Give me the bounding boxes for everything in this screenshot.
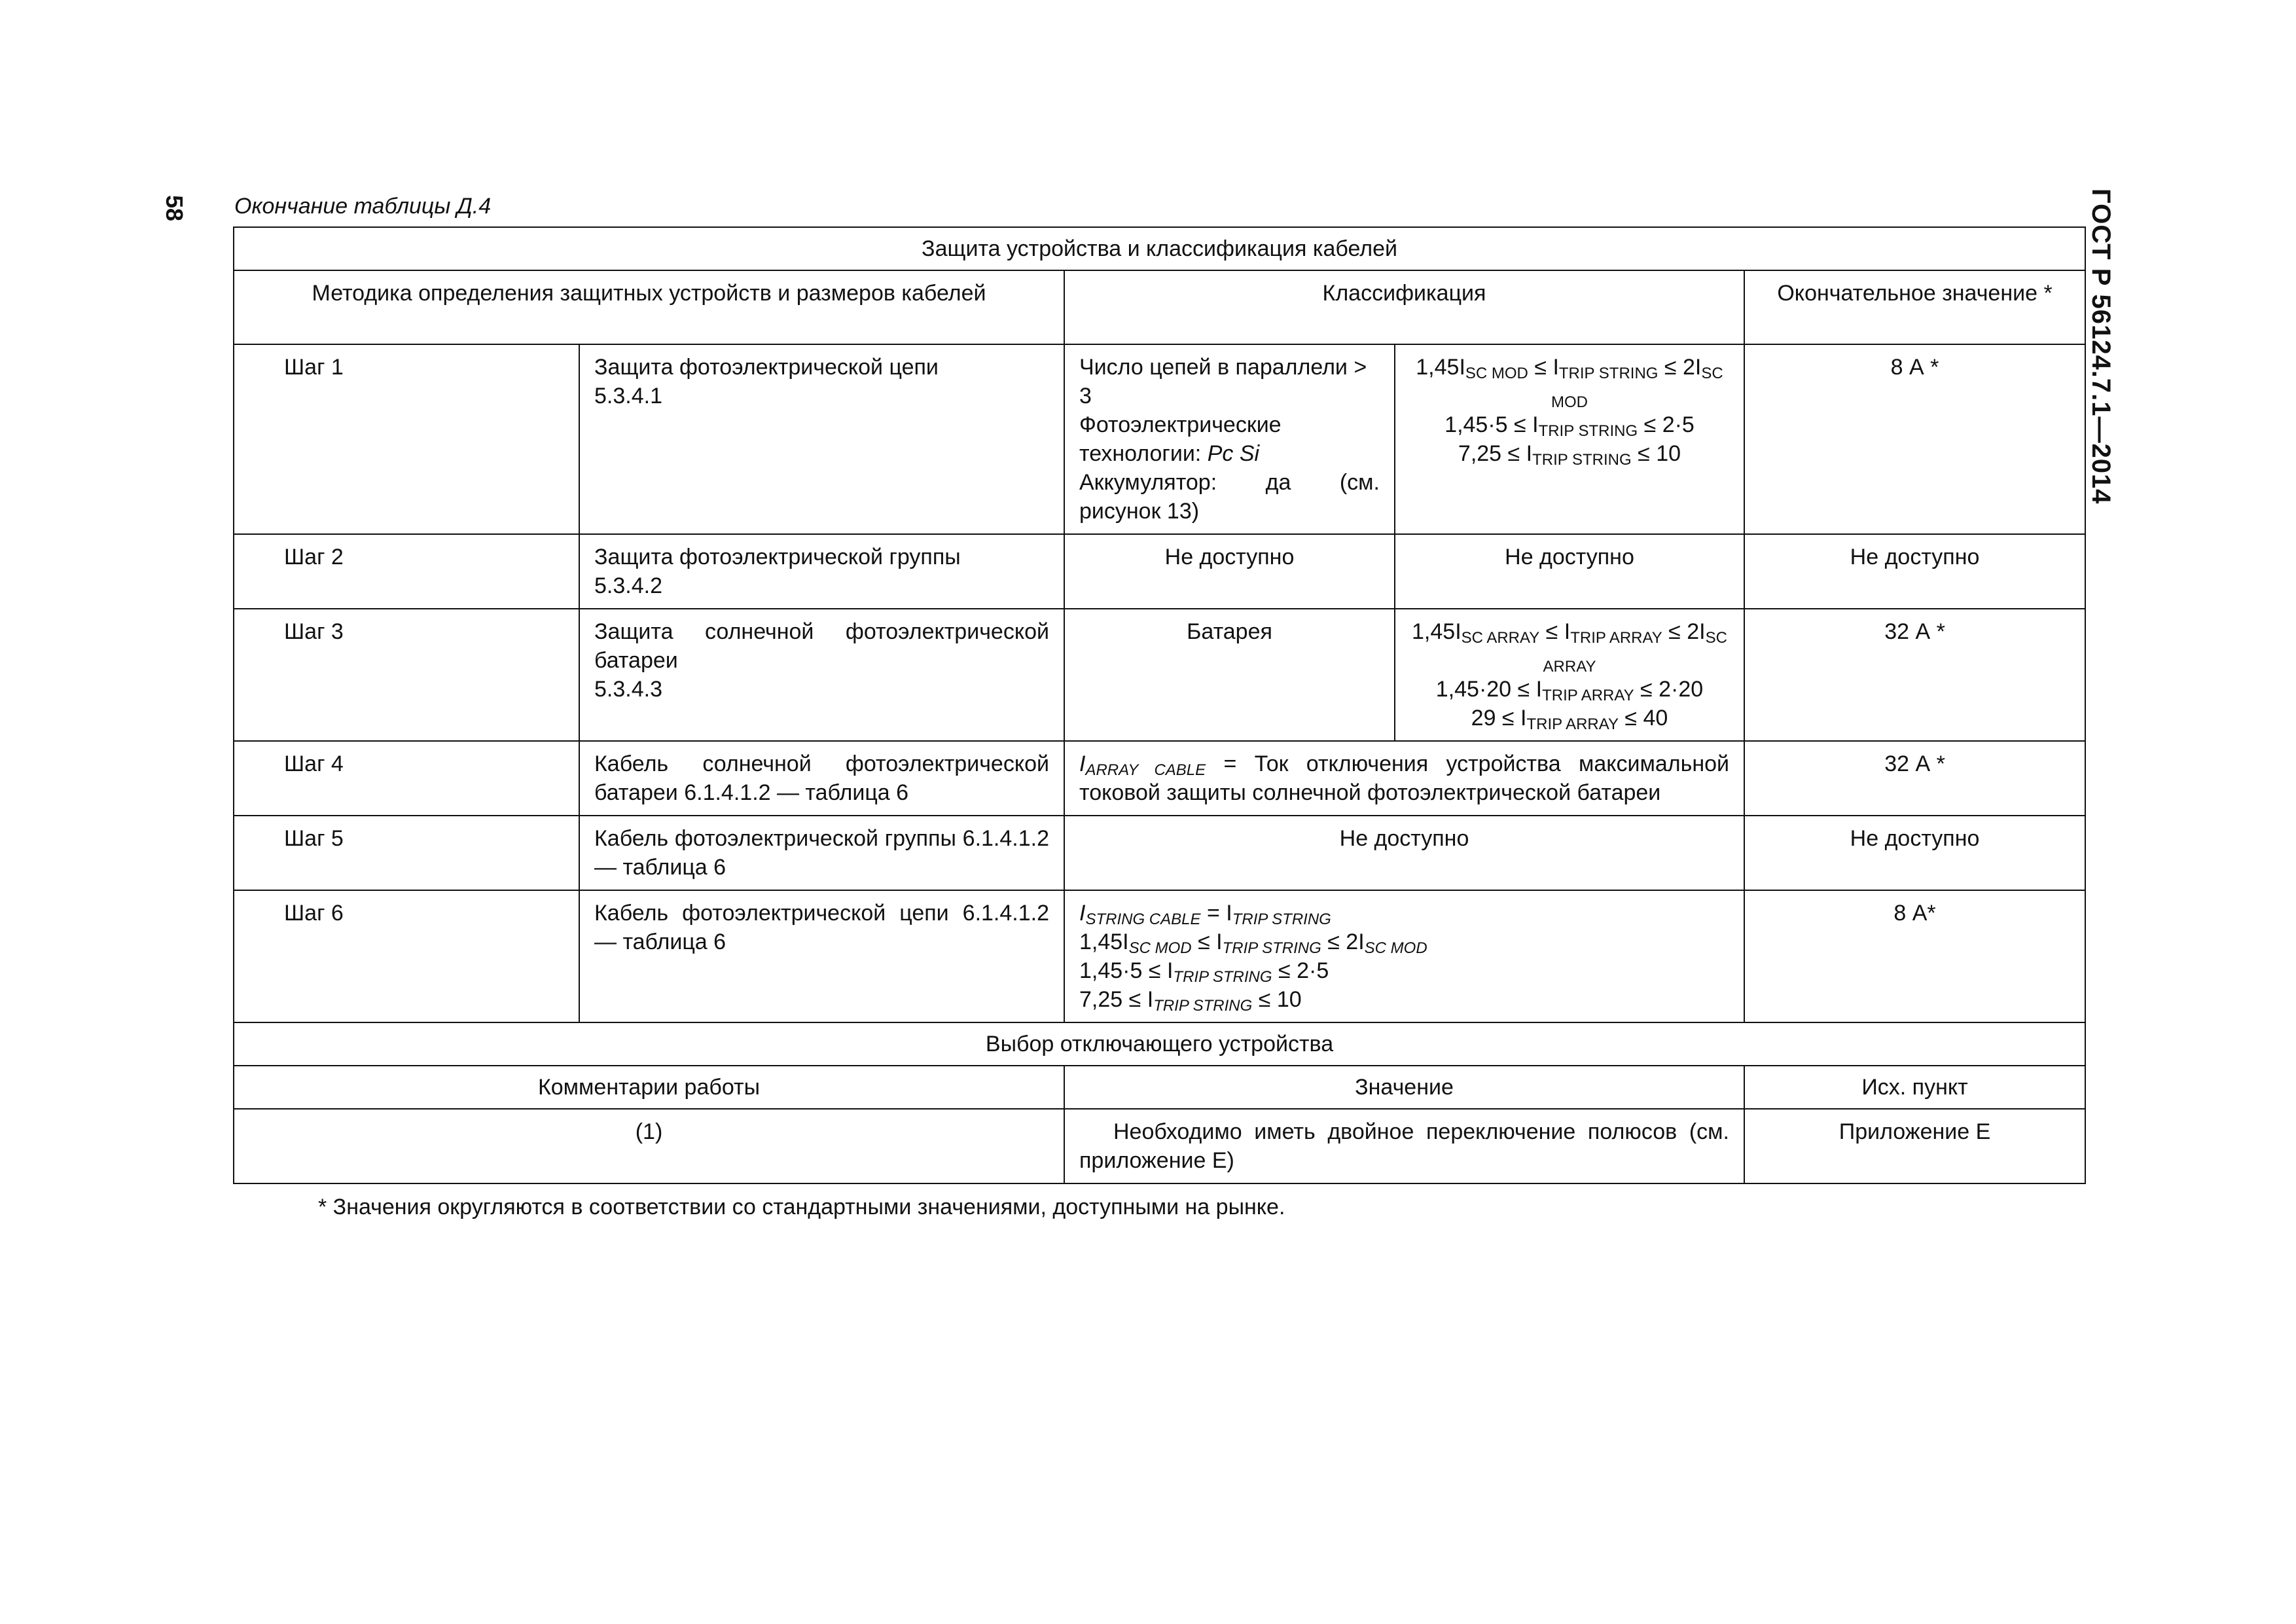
condition-battery: Аккумулятор: да (см. рисунок 13)	[1079, 470, 1380, 524]
formula-part: ≤ 2·20	[1634, 677, 1704, 702]
reference-cell: Приложение Е	[1744, 1109, 2085, 1183]
step-label: Шаг 1	[234, 344, 579, 534]
formula-subscript: TRIP STRING	[1532, 451, 1632, 469]
step-description	[579, 609, 1064, 741]
classification-a: Не доступно	[1064, 816, 1744, 890]
formula-part: 1,45I	[1412, 619, 1462, 644]
formula-part: 1,45I	[1416, 355, 1465, 380]
header-final-value: Окончательное значение *	[1744, 270, 2085, 344]
formula-part: ≤ 2I	[1662, 619, 1706, 644]
description-line: Защита солнечной фотоэлектрической батареи	[594, 619, 1049, 673]
header-comments: Комментарии работы	[234, 1066, 1064, 1109]
step-description: Кабель солнечной фотоэлектрической батареи 6.1.4.1.2 — таблица 6	[579, 741, 1064, 816]
formula-line	[1410, 617, 1729, 675]
final-value: Не доступно	[1744, 534, 2085, 609]
table-caption: Окончание таблицы Д.4	[234, 194, 492, 219]
current-subscript: ARRAY CABLE	[1085, 761, 1206, 779]
formula-subscript: SC MOD	[1465, 365, 1528, 382]
description-clause: 5.3.4.3	[594, 677, 662, 702]
comment-cell: (1)	[234, 1109, 1064, 1183]
formula-subscript: SC MOD	[1364, 939, 1427, 957]
formula-part: ≤ I	[1539, 619, 1571, 644]
formula-line	[1410, 353, 1729, 410]
classification-formulas	[1064, 890, 1744, 1022]
formula-part: 1,45·5 ≤ I	[1444, 412, 1539, 437]
formula-part: ≤ 10	[1631, 441, 1681, 466]
section-title-disconnect	[234, 1022, 2085, 1066]
table-row-disconnect	[234, 1109, 2085, 1183]
final-value: 8 А*	[1744, 890, 2085, 1022]
classification-formulas	[1395, 344, 1744, 534]
step-label: Шаг 3	[234, 609, 579, 741]
formula-subscript: SC ARRAY	[1543, 629, 1727, 676]
formula-part: ≤ I	[1528, 355, 1559, 380]
formula-line	[1410, 704, 1729, 732]
formula-line	[1079, 899, 1729, 928]
formula-line	[1079, 928, 1729, 956]
classification-cable	[1064, 741, 1744, 816]
formula-part: 1,45·5 ≤ I	[1079, 958, 1174, 983]
formula-part: 29 ≤ I	[1471, 706, 1527, 731]
formula-part: ≤ 10	[1252, 987, 1302, 1012]
header-value: Значение	[1064, 1066, 1744, 1109]
section-title-text: Защита устройства и классификация кабелей	[922, 236, 1398, 261]
formula-subscript: TRIP STRING	[1558, 365, 1659, 382]
formula-subscript: TRIP ARRAY	[1542, 687, 1634, 704]
step-description: Кабель фотоэлектрической цепи 6.1.4.1.2 — таблица 6	[579, 890, 1064, 1022]
value-cell: Необходимо иметь двойное переключение полюсов (см. приложение Е)	[1064, 1109, 1744, 1183]
step-label: Шаг 2	[234, 534, 579, 609]
table-row-step-5	[234, 816, 2085, 890]
step-label: Шаг 5	[234, 816, 579, 890]
header-row	[234, 1066, 2085, 1109]
protection-table	[233, 226, 2086, 1184]
classification-a: Не доступно	[1064, 534, 1395, 609]
header-classification: Классификация	[1064, 270, 1744, 344]
step-label: Шаг 6	[234, 890, 579, 1022]
table-row-step-1	[234, 344, 2085, 534]
header-method: Методика определения защитных устройств и размеров кабелей	[234, 270, 1064, 344]
formula-symbol: I	[1079, 901, 1086, 926]
formula-subscript: TRIP ARRAY	[1570, 629, 1662, 647]
final-value: 8 А *	[1744, 344, 2085, 534]
formula-line	[1410, 439, 1729, 468]
formula-subscript: TRIP STRING	[1173, 968, 1272, 986]
formula-subscript: TRIP STRING	[1538, 422, 1638, 440]
section-title-text: Выбор отключающего устройства	[985, 1032, 1334, 1056]
page-number: 58	[161, 194, 188, 222]
header-row	[234, 270, 2085, 344]
technology-value: Pc Si	[1207, 441, 1260, 466]
final-value: 32 А *	[1744, 609, 2085, 741]
table-row-step-6	[234, 890, 2085, 1022]
formula-line	[1410, 410, 1729, 439]
step-description	[579, 534, 1064, 609]
formula-part: ≤ 2·5	[1272, 958, 1329, 983]
formula-subscript: SC MOD	[1128, 939, 1192, 957]
final-value: Не доступно	[1744, 816, 2085, 890]
formula-subscript: SC ARRAY	[1461, 629, 1540, 647]
step-description	[579, 344, 1064, 534]
table-row-step-4	[234, 741, 2085, 816]
formula-part: ≤ 40	[1618, 706, 1668, 731]
description-clause: 5.3.4.1	[594, 384, 662, 408]
header-reference: Исх. пункт	[1744, 1066, 2085, 1109]
condition-technology	[1079, 410, 1380, 468]
section-title-protection	[234, 227, 2085, 270]
formula-subscript: TRIP ARRAY	[1526, 715, 1619, 733]
formula-subscript: TRIP STRING	[1232, 911, 1331, 928]
footnote: * Значения округляются в соответствии со стандартными значениями, доступными на рынке.	[318, 1195, 1285, 1219]
classification-b: Не доступно	[1395, 534, 1744, 609]
formula-line	[1079, 956, 1729, 985]
formula-subscript: TRIP STRING	[1222, 939, 1321, 957]
formula-subscript: TRIP STRING	[1153, 997, 1253, 1015]
section-title-row	[234, 227, 2085, 270]
formula-part: 7,25 ≤ I	[1079, 987, 1154, 1012]
formula-part: ≤ I	[1191, 929, 1223, 954]
description-line: Защита фотоэлектрической группы	[594, 545, 961, 569]
technology-label: Фотоэлектрические технологии:	[1079, 412, 1282, 466]
formula-part: 1,45·20 ≤ I	[1435, 677, 1543, 702]
step-label: Шаг 4	[234, 741, 579, 816]
current-symbol: I	[1079, 751, 1086, 776]
formula-part: 1,45I	[1079, 929, 1129, 954]
final-value: 32 А *	[1744, 741, 2085, 816]
section-title-row	[234, 1022, 2085, 1066]
description-line: Защита фотоэлектрической цепи	[594, 355, 939, 380]
classification-conditions	[1064, 344, 1395, 534]
formula-part: ≤ 2·5	[1638, 412, 1695, 437]
description-clause: 5.3.4.2	[594, 573, 662, 598]
classification-text: = Ток отключения устройства максимальной токовой защиты солнечной фотоэлектрической батареи	[1079, 751, 1729, 805]
formula-part: = I	[1200, 901, 1232, 926]
condition-circuits: Число цепей в параллели > 3	[1079, 355, 1367, 408]
formula-part: ≤ 2I	[1321, 929, 1365, 954]
table-row-step-2	[234, 534, 2085, 609]
formula-part: 7,25 ≤ I	[1458, 441, 1533, 466]
table-row-step-3	[234, 609, 2085, 741]
formula-part: ≤ 2I	[1658, 355, 1702, 380]
document-code: ГОСТ Р 56124.7.1—2014	[2087, 189, 2115, 505]
classification-formulas	[1395, 609, 1744, 741]
formula-line	[1410, 675, 1729, 704]
formula-subscript: SC MOD	[1551, 365, 1723, 411]
classification-a: Батарея	[1064, 609, 1395, 741]
formula-line	[1079, 985, 1729, 1014]
step-description: Кабель фотоэлектрической группы 6.1.4.1.2 — таблица 6	[579, 816, 1064, 890]
formula-subscript: STRING CABLE	[1085, 911, 1201, 928]
